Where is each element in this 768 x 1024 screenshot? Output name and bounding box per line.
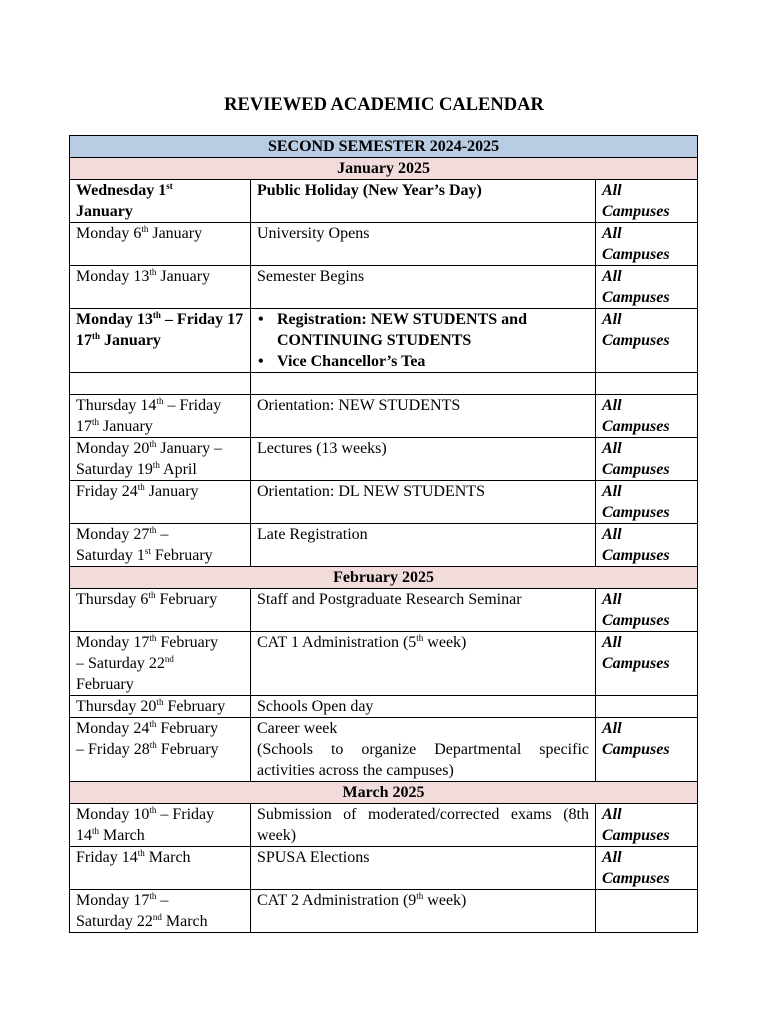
table-row xyxy=(70,696,698,718)
campus-cell: All Campuses xyxy=(596,632,698,696)
empty-cell xyxy=(596,373,698,395)
empty-cell xyxy=(70,373,251,395)
campus-cell: All Campuses xyxy=(596,847,698,890)
campus-cell xyxy=(596,696,698,718)
date-cell: Friday 14th March xyxy=(70,847,251,890)
campus-cell: All Campuses xyxy=(596,223,698,266)
campus-cell: All Campuses xyxy=(596,180,698,223)
bullet-list xyxy=(257,309,589,372)
activity-cell: Staff and Postgraduate Research Seminar xyxy=(251,589,596,632)
activity-cell: CAT 2 Administration (9th week) xyxy=(251,890,596,933)
date-cell: Thursday 6th February xyxy=(70,589,251,632)
campus-cell: All Campuses xyxy=(596,481,698,524)
month-february: February 2025 xyxy=(70,567,698,589)
activity-cell: Career week (Schools to organize Departmental specific activities across the campuses) xyxy=(251,718,596,782)
semester-header-row xyxy=(70,136,698,158)
activity-cell: SPUSA Elections xyxy=(251,847,596,890)
campus-cell: All Campuses xyxy=(596,589,698,632)
campus-cell: All Campuses xyxy=(596,438,698,481)
table-row xyxy=(70,395,698,438)
table-row xyxy=(70,632,698,696)
table-row xyxy=(70,890,698,933)
date-cell: Monday 17th – Saturday 22nd March xyxy=(70,890,251,933)
date-cell: Monday 10th – Friday 14th March xyxy=(70,804,251,847)
date-cell: Monday 27th – Saturday 1st February xyxy=(70,524,251,567)
month-march: March 2025 xyxy=(70,782,698,804)
activity-cell: Lectures (13 weeks) xyxy=(251,438,596,481)
blank-row xyxy=(70,373,698,395)
semester-heading: SECOND SEMESTER 2024-2025 xyxy=(70,136,698,158)
activity-cell xyxy=(251,309,596,373)
activity-cell: Public Holiday (New Year’s Day) xyxy=(251,180,596,223)
month-january: January 2025 xyxy=(70,158,698,180)
campus-cell: All Campuses xyxy=(596,395,698,438)
activity-cell: Schools Open day xyxy=(251,696,596,718)
campus-cell xyxy=(596,890,698,933)
date-cell: Friday 24th January xyxy=(70,481,251,524)
date-cell: Monday 17th February – Saturday 22nd February xyxy=(70,632,251,696)
campus-cell: All Campuses xyxy=(596,266,698,309)
document-title: REVIEWED ACADEMIC CALENDAR xyxy=(224,95,544,115)
table-row xyxy=(70,524,698,567)
month-header-row xyxy=(70,782,698,804)
activity-cell: Late Registration xyxy=(251,524,596,567)
date-cell: Thursday 20th February xyxy=(70,696,251,718)
date-cell: Monday 13th – Friday 17 17th January xyxy=(70,309,251,373)
table-row xyxy=(70,266,698,309)
campus-cell: All Campuses xyxy=(596,718,698,782)
list-item: • Vice Chancellor’s Tea xyxy=(257,351,589,372)
activity-cell: CAT 1 Administration (5th week) xyxy=(251,632,596,696)
date-cell: Monday 24th February – Friday 28th February xyxy=(70,718,251,782)
empty-cell xyxy=(251,373,596,395)
table-row xyxy=(70,223,698,266)
activity-cell: Submission of moderated/corrected exams (8th week) xyxy=(251,804,596,847)
table-row xyxy=(70,589,698,632)
table-row xyxy=(70,481,698,524)
date-cell: Monday 13th January xyxy=(70,266,251,309)
date-cell: Thursday 14th – Friday 17th January xyxy=(70,395,251,438)
activity-cell: Orientation: NEW STUDENTS xyxy=(251,395,596,438)
activity-cell: Orientation: DL NEW STUDENTS xyxy=(251,481,596,524)
activity-cell: Semester Begins xyxy=(251,266,596,309)
date-cell: Wednesday 1st January xyxy=(70,180,251,223)
activity-cell: University Opens xyxy=(251,223,596,266)
campus-cell: All Campuses xyxy=(596,524,698,567)
campus-cell: All Campuses xyxy=(596,804,698,847)
table-row xyxy=(70,438,698,481)
date-cell: Monday 6th January xyxy=(70,223,251,266)
date-cell: Monday 20th January – Saturday 19th April xyxy=(70,438,251,481)
academic-calendar-table xyxy=(69,135,698,933)
month-header-row xyxy=(70,158,698,180)
table-row xyxy=(70,309,698,373)
table-row xyxy=(70,718,698,782)
date-continuation: 17th January xyxy=(76,331,161,349)
list-item: • Registration: NEW STUDENTS and CONTINUING STUDENTS xyxy=(257,309,589,351)
month-header-row xyxy=(70,567,698,589)
table-row xyxy=(70,847,698,890)
campus-cell: All Campuses xyxy=(596,309,698,373)
table-row xyxy=(70,804,698,847)
table-row xyxy=(70,180,698,223)
